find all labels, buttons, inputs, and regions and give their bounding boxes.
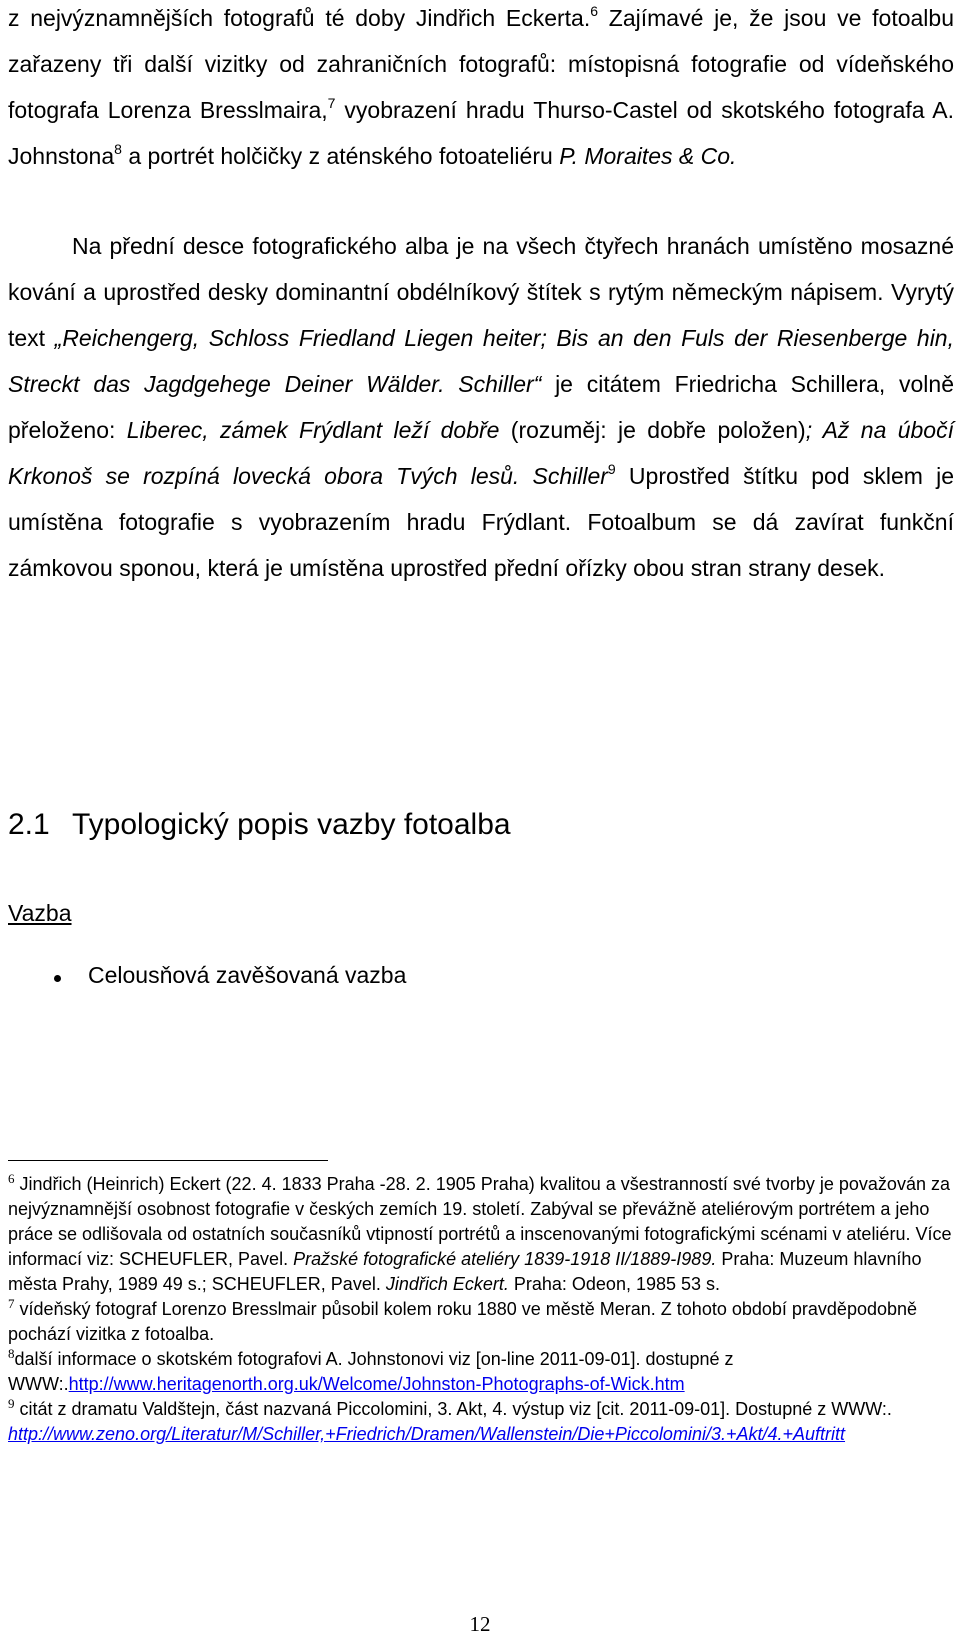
text-run: další informace o skotském fotografovi A. Johnstonovi viz [on-line 2011-09-01]. dostupné z WWW:. [8,1349,734,1394]
footnote-number: 7 [8,1296,15,1311]
engraved-quote: „Reichengerg, Schloss Friedland Liegen heiter; Bis an den Fuls der Riesenberge hin, Streckt das Jagdgehege Deiner Wälder. Schiller“ [8,325,954,397]
footnote-number: 9 [8,1396,15,1411]
footnote-9 [8,1397,954,1447]
body-paragraph-1 [8,0,954,179]
zeno-link[interactable]: http://www.zeno.org/Literatur/M/Schiller,+Friedrich/Dramen/Wallenstein/Die+Piccolomini/3.+Akt/4.+Auftritt [8,1424,846,1444]
footnote-ref-9[interactable]: 9 [607,461,616,477]
footnote-7 [8,1297,954,1347]
footnote-ref-8[interactable]: 8 [114,141,122,157]
citation-title: Jindřich Eckert. [385,1274,509,1294]
page-number: 12 [469,1612,491,1636]
footnote-ref-6[interactable]: 6 [590,3,599,19]
heritage-north-link[interactable]: http://www.heritagenorth.org.uk/Welcome/Johnston-Photographs-of-Wick.htm [68,1374,685,1394]
quote-translation-cont: ; Až na úbočí Krkonoš se rozpíná lovecká obora Tvých lesů. Schiller [8,417,954,489]
text-run: citát z dramatu Valdštejn, část nazvaná Piccolomini, 3. Akt, 4. výstup viz [cit. 2011-09-01]. Dostupné z WWW:. [14,1399,892,1419]
text-run: (rozuměj: je dobře položen) [499,417,806,443]
text-run: Jindřich (Heinrich) Eckert (22. 4. 1833 Praha -28. 2. 1905 Praha) kvalitou a všestranností své tvorby je považován za nejvýznamnější osobnost fotografie v českých zemích 19. století. Zabýval se převážně ateliérovým portrétem a jeho práce se odlišovala od ostatních současníků vtipností portrétů a inscenovanými fotografickými scénami v ateliéru. Více informací viz: SCHEUFLER, Pavel. [8,1174,952,1269]
text-run: Praha: Odeon, 1985 53 s. [508,1274,721,1294]
text-run: vídeňský fotograf Lorenzo Bresslmair působil kolem roku 1880 ve městě Meran. Z tohoto období pravděpodobně pochází vizitka z fotoalba. [8,1299,918,1344]
footnotes [8,1172,954,1447]
footnote-6 [8,1172,954,1297]
body-paragraph-2 [8,223,954,591]
studio-name: P. Moraites & Co. [559,143,737,169]
text-run: vyobrazení hradu Thurso-Castel od skotského fotografa A. Johnstona [8,97,954,169]
section-number: 2.1 [8,808,50,841]
footnote-number: 6 [8,1171,15,1186]
text-run: je citátem Friedricha Schillera, volně přeloženo: [8,371,954,443]
text-run: a portrét holčičky z aténského fotoateliéru [121,143,560,169]
footnote-separator [8,1160,328,1161]
text-run: Uprostřed štítku pod sklem je umístěna fotografie s vyobrazením hradu Frýdlant. Fotoalbum se dá zavírat funkční zámkovou sponou, která je umístěna uprostřed přední ořízky obou stran strany desek. [8,463,954,581]
quote-translation: Liberec, zámek Frýdlant leží dobře [126,417,500,443]
text-run: z nejvýznamnějších fotografů té doby Jindřich Eckerta. [8,5,591,31]
bullet-text: Celousňová zavěšovaná vazba [88,962,407,988]
footnote-8 [8,1347,954,1397]
citation-title: Pražské fotografické ateliéry 1839-1918 II/1889-I989. [293,1249,717,1269]
section-heading [8,808,511,842]
footnote-ref-7[interactable]: 7 [327,95,336,111]
section-title: Typologický popis vazby fotoalba [72,808,511,841]
footnote-number: 8 [8,1346,15,1361]
bullet-icon [54,975,61,982]
text-run: Zajímavé je, že jsou ve fotoalbu zařazeny tři další vizitky od zahraničních fotografů: místopisná fotografie od vídeňského fotografa Lorenza Bresslmaira, [8,5,954,123]
text-run: Na přední desce fotografického alba je na všech čtyřech hranách umístěno mosazné kování a uprostřed desky dominantní obdélníkový štítek s rytým německým nápisem. Vyrytý text [8,233,954,351]
subheading-vazba: Vazba [8,900,72,926]
text-run: Praha: Muzeum hlavního města Prahy, 1989 49 s.; SCHEUFLER, Pavel. [8,1249,922,1294]
